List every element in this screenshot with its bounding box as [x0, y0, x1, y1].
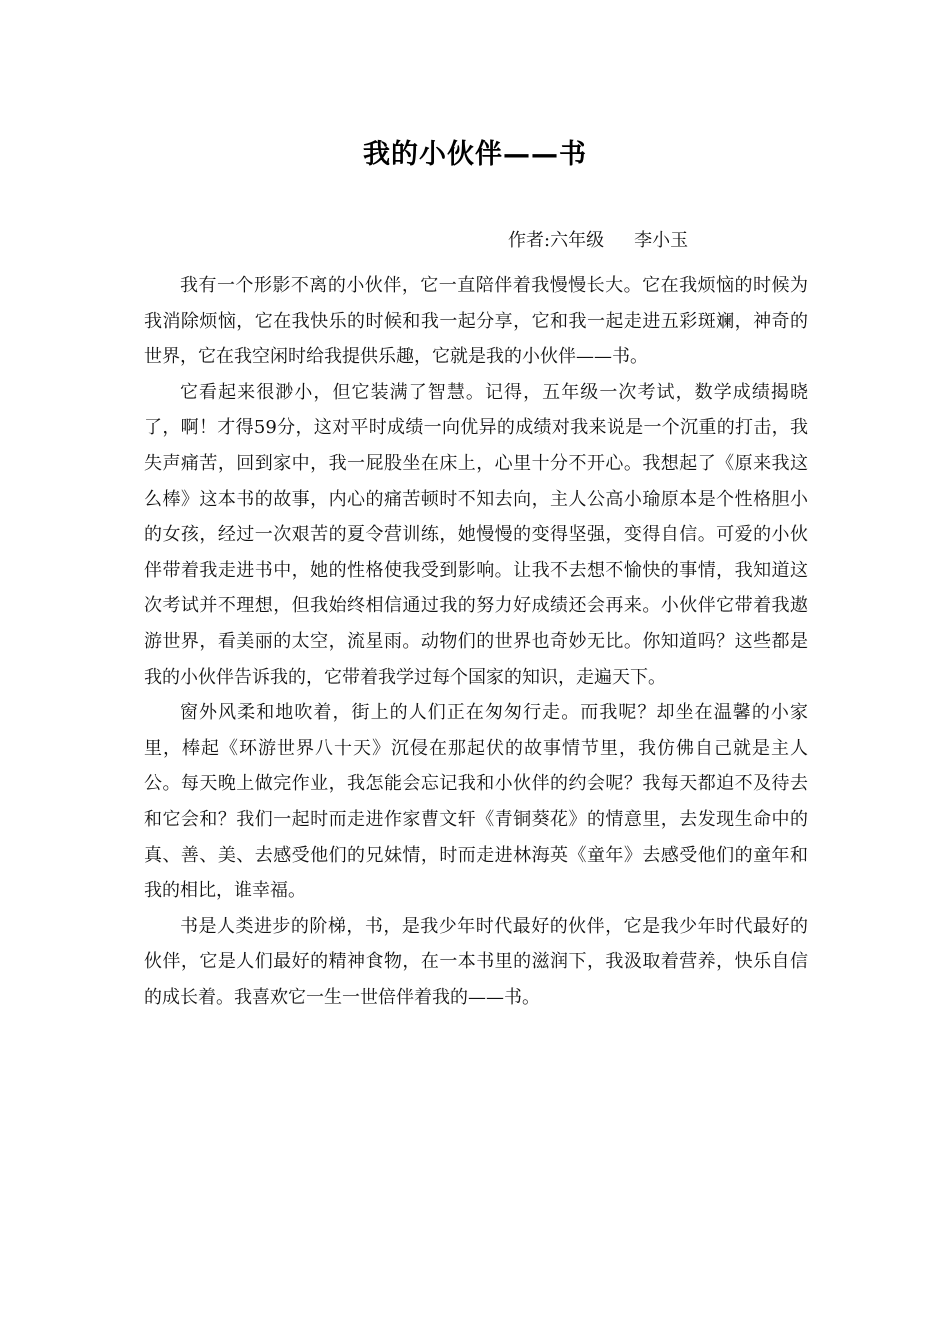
paragraph: 它看起来很渺小，但它装满了智慧。记得，五年级一次考试，数学成绩揭晓了，啊！才得59分，这对平时成绩一向优异的成绩对我来说是一个沉重的打击，我失声痛苦，回到家中，我一屁股坐在床上，心里十分不开心。我想起了《原来我这么棒》这本书的故事，内心的痛苦顿时不知去向，主人公高小瑜原本是个性格胆小的女孩，经过一次艰苦的夏令营训练，她慢慢的变得坚强，变得自信。可爱的小伙伴带着我走进书中，她的性格使我受到影响。让我不去想不愉快的事情，我知道这次考试并不理想，但我始终相信通过我的努力好成绩还会再来。小伙伴它带着我遨游世界，看美丽的太空，流星雨。动物们的世界也奇妙无比。你知道吗？这些都是我的小伙伴告诉我的，它带着我学过每个国家的知识，走遍天下。: [144, 381, 808, 688]
paragraph: 我有一个形影不离的小伙伴，它一直陪伴着我慢慢长大。它在我烦恼的时候为我消除烦恼，它在我快乐的时候和我一起分享，它和我一起走进五彩斑斓，神奇的世界，它在我空闲时给我提供乐趣，它就是我的小伙伴——书。: [144, 275, 808, 368]
paragraph: 书是人类进步的阶梯，书，是我少年时代最好的伙伴，它是我少年时代最好的伙伴，它是人们最好的精神食物，在一本书里的滋润下，我汲取着营养，快乐自信的成长着。我喜欢它一生一世倍伴着我的——书。: [144, 915, 808, 1008]
author-label: 作者:六年级: [508, 230, 605, 251]
paragraph: 窗外风柔和地吹着，街上的人们正在匆匆行走。而我呢？却坐在温馨的小家里，棒起《环游世界八十天》沉侵在那起伏的故事情节里，我仿佛自己就是主人公。每天晚上做完作业，我怎能会忘记我和小伙伴的约会呢？我每天都迫不及待去和它会和？我们一起时而走进作家曹文轩《青铜葵花》的情意里，去发现生命中的真、善、美、去感受他们的兄妹情，时而走进林海英《童年》去感受他们的童年和我的相比，谁幸福。: [144, 702, 808, 902]
author-name: 李小玉: [634, 230, 689, 251]
author-line: [508, 226, 688, 252]
document-title: 我的小伙伴——书: [363, 139, 587, 170]
document-body: [144, 268, 808, 1015]
